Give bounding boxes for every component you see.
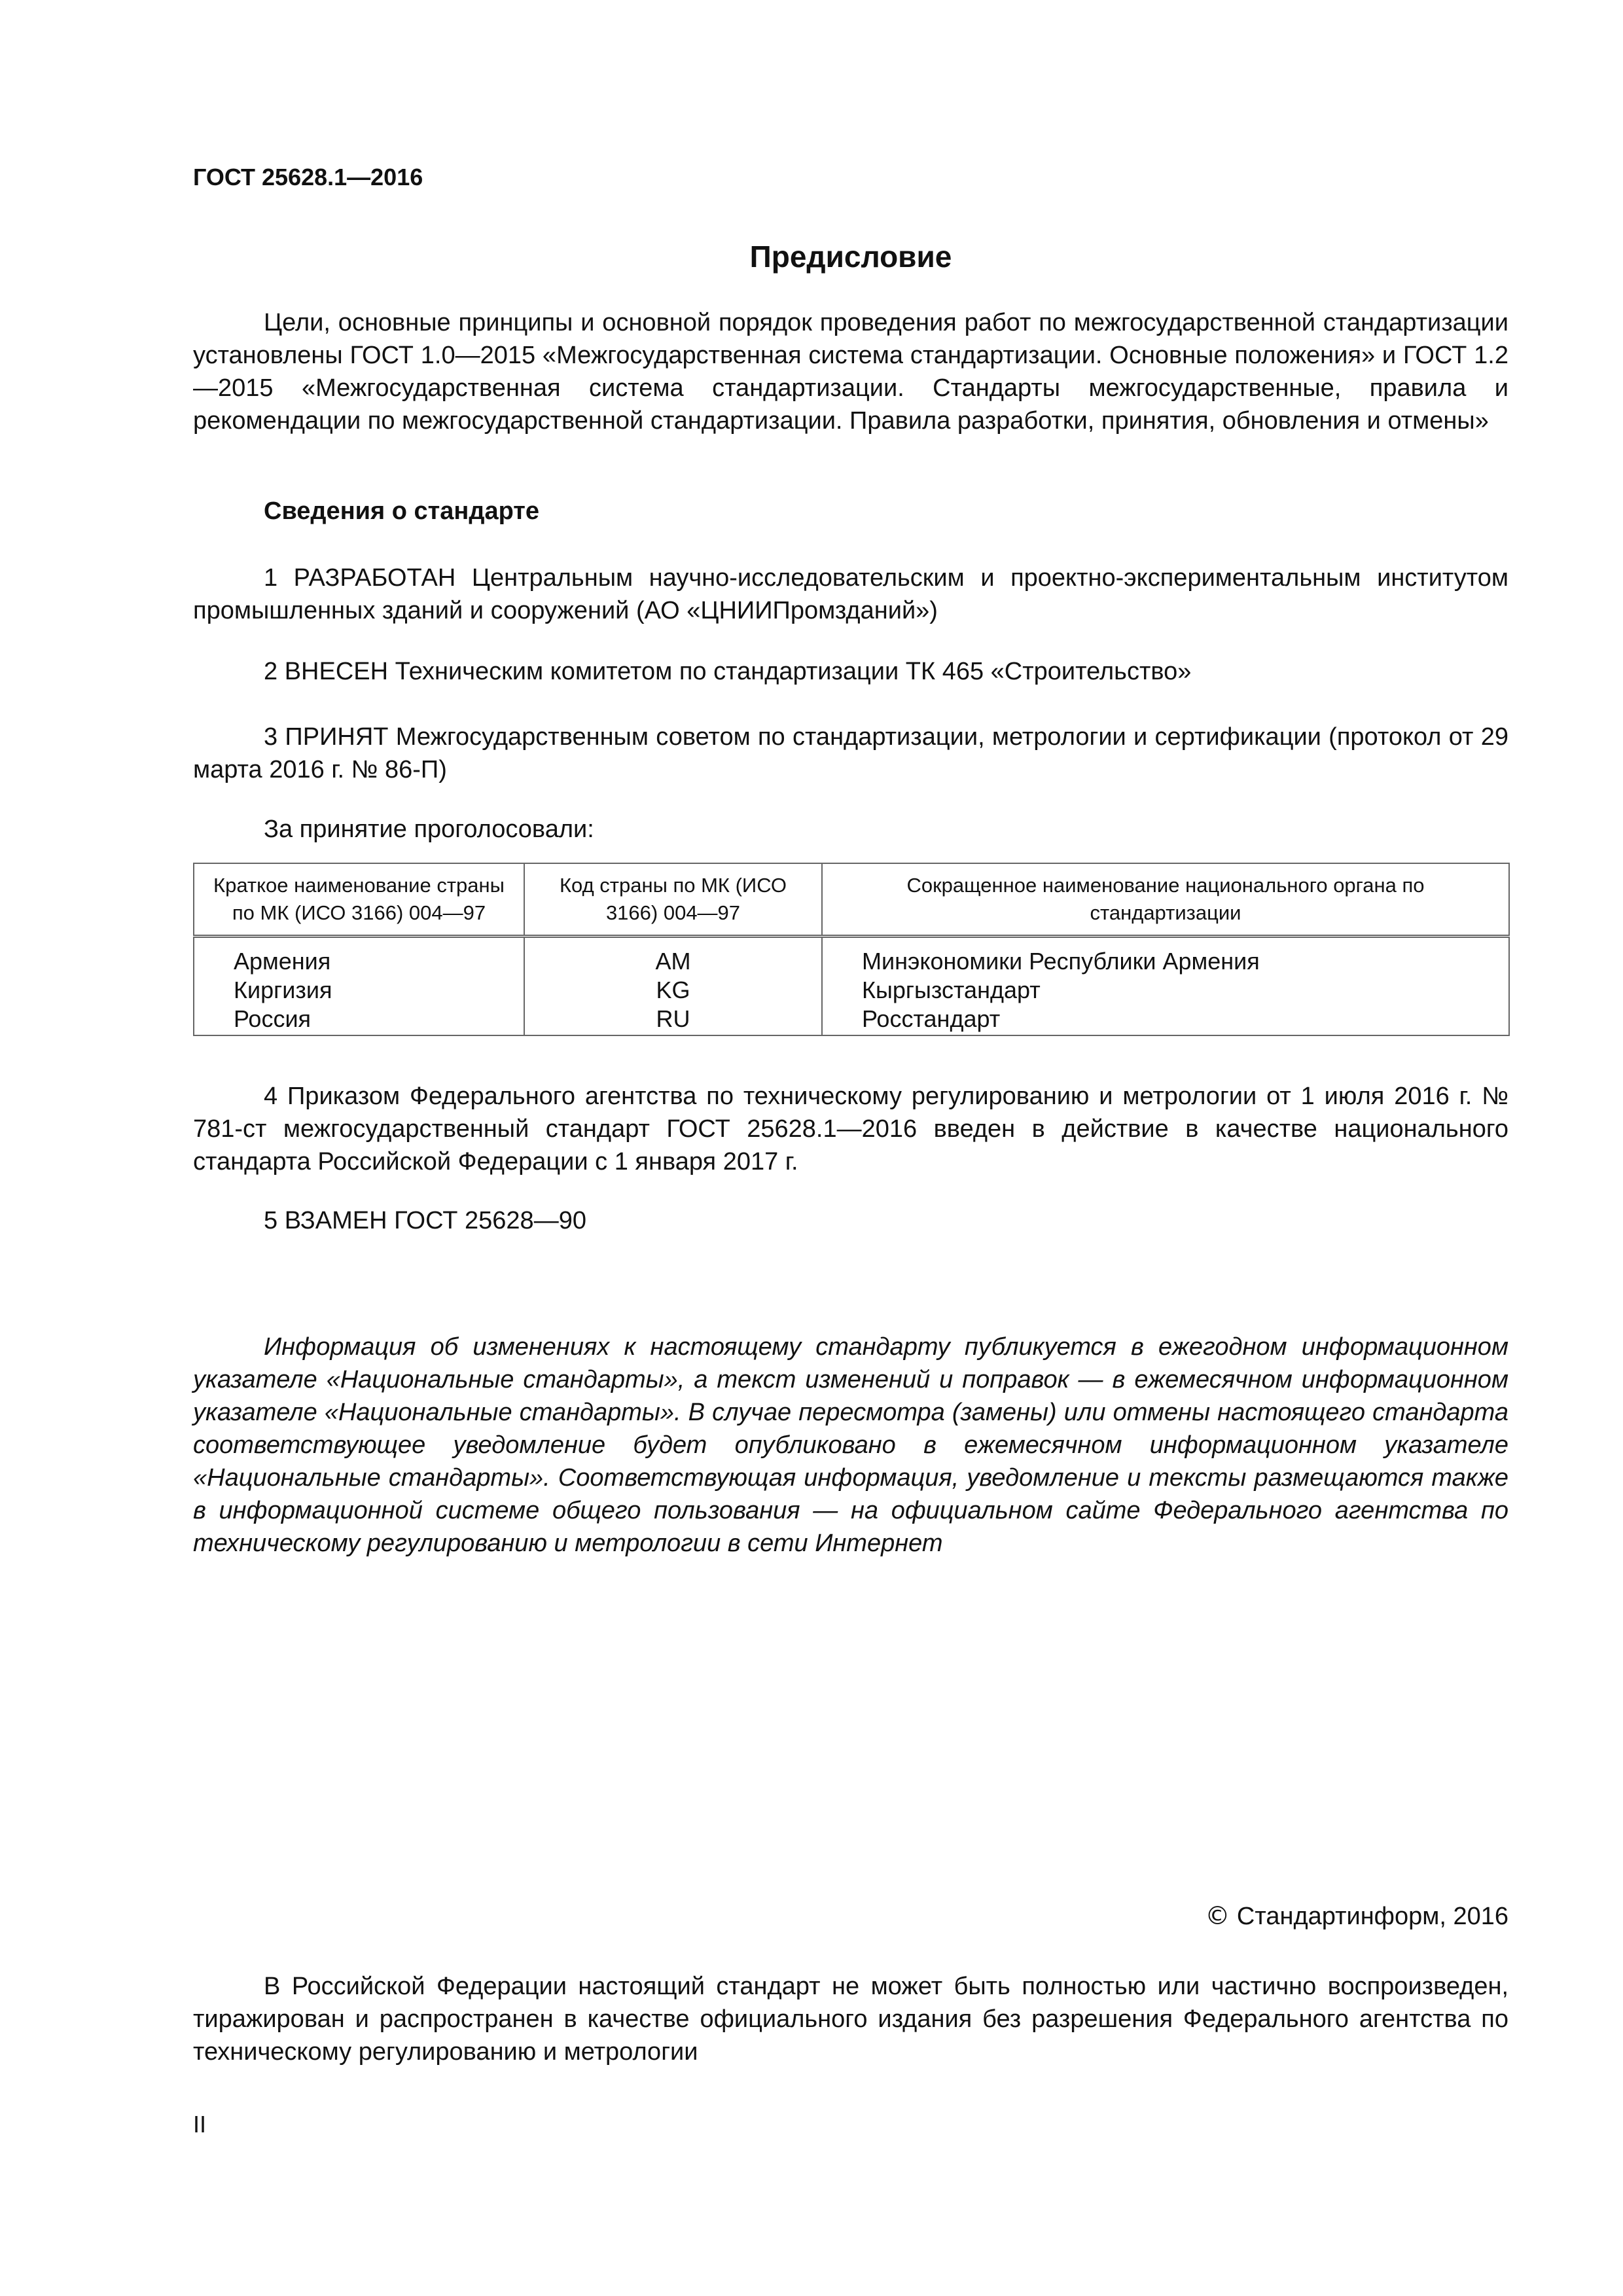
cell-national-body: Кыргызстандарт <box>822 976 1509 1005</box>
standard-info-heading: Сведения о стандарте <box>264 497 540 525</box>
cell-country-code: RU <box>524 1005 822 1035</box>
info-item-introduced: 2 ВНЕСЕН Техническим комитетом по стандартизации ТК 465 «Строительство» <box>264 658 1192 685</box>
cell-country-code: KG <box>524 976 822 1005</box>
copyright-text: Стандартинформ, 2016 <box>1236 1903 1508 1930</box>
info-item-enacted: 4 Приказом Федерального агентства по техническому регулированию и метрологии от 1 июля 2016 г. № 781-ст межгосударственный стандарт ГОСТ 25628.1—2016 введен в действие в качестве национального стандарта Российской Федерации с 1 января 2017 г. <box>193 1083 1508 1175</box>
reproduction-rights-paragraph: В Российской Федерации настоящий стандарт не может быть полностью или частично воспроизведен, тиражирован и распространен в качестве официального издания без разрешения Федерального агентства по техническому регулированию и метрологии <box>193 1973 1508 2066</box>
cell-country-name: Киргизия <box>194 976 524 1005</box>
page-number: II <box>193 2111 207 2138</box>
info-item-developed: 1 РАЗРАБОТАН Центральным научно-исследовательским и проектно-экспериментальным институтом промышленных зданий и сооружений (АО «ЦНИИПромзданий») <box>193 564 1508 624</box>
header-national-body: Сокращенное наименование национального органа по стандартизации <box>822 863 1509 937</box>
table-row <box>194 976 1509 1005</box>
table-header-row <box>194 863 1509 937</box>
info-item-replaces: 5 ВЗАМЕН ГОСТ 25628—90 <box>264 1207 586 1234</box>
foreword-title: Предисловие <box>749 240 952 274</box>
copyright-line <box>1205 1901 1508 1931</box>
table-row <box>194 1005 1509 1035</box>
cell-country-code: AM <box>524 937 822 977</box>
cell-national-body: Минэкономики Республики Армения <box>822 937 1509 977</box>
standard-id-header: ГОСТ 25628.1—2016 <box>193 164 423 190</box>
member-countries-table <box>193 863 1510 1036</box>
cell-country-name: Армения <box>194 937 524 977</box>
copyright-symbol: © <box>1205 1901 1230 1930</box>
info-item-adopted: 3 ПРИНЯТ Межгосударственным советом по стандартизации, метрологии и сертификации (протокол от 29 марта 2016 г. № 86-П) <box>193 723 1508 783</box>
header-country-name: Краткое наименование страны по МК (ИСО 3166) 004—97 <box>194 863 524 937</box>
cell-national-body: Росстандарт <box>822 1005 1509 1035</box>
cell-country-name: Россия <box>194 1005 524 1035</box>
vote-caption: За принятие проголосовали: <box>264 816 594 843</box>
foreword-intro-paragraph: Цели, основные принципы и основной порядок проведения работ по межгосударственной стандартизации установлены ГОСТ 1.0—2015 «Межгосударственная система стандартизации. Основные положения» и ГОСТ 1.2—2015 «Межгосударственная система стандартизации. Стандарты межгосударственные, правила и рекомендации по межгосударственной стандартизации. Правила разработки, принятия, обновления и отмены» <box>193 309 1508 435</box>
changes-notice-paragraph: Информация об изменениях к настоящему стандарту публикуется в ежегодном информационном указателе «Национальные стандарты», а текст изменений и поправок — в ежемесячном информационном указателе «Национальные стандарты». В случае пересмотра (замены) или отмены настоящего стандарта соответствующее уведомление будет опубликовано в ежемесячном информационном указателе «Национальные стандарты». Соответствующая информация, уведомление и тексты размещаются также в информационной системе общего пользования — на официальном сайте Федерального агентства по техническому регулированию и метрологии в сети Интернет <box>193 1333 1508 1557</box>
header-country-code: Код страны по МК (ИСО 3166) 004—97 <box>524 863 822 937</box>
table-row <box>194 937 1509 977</box>
